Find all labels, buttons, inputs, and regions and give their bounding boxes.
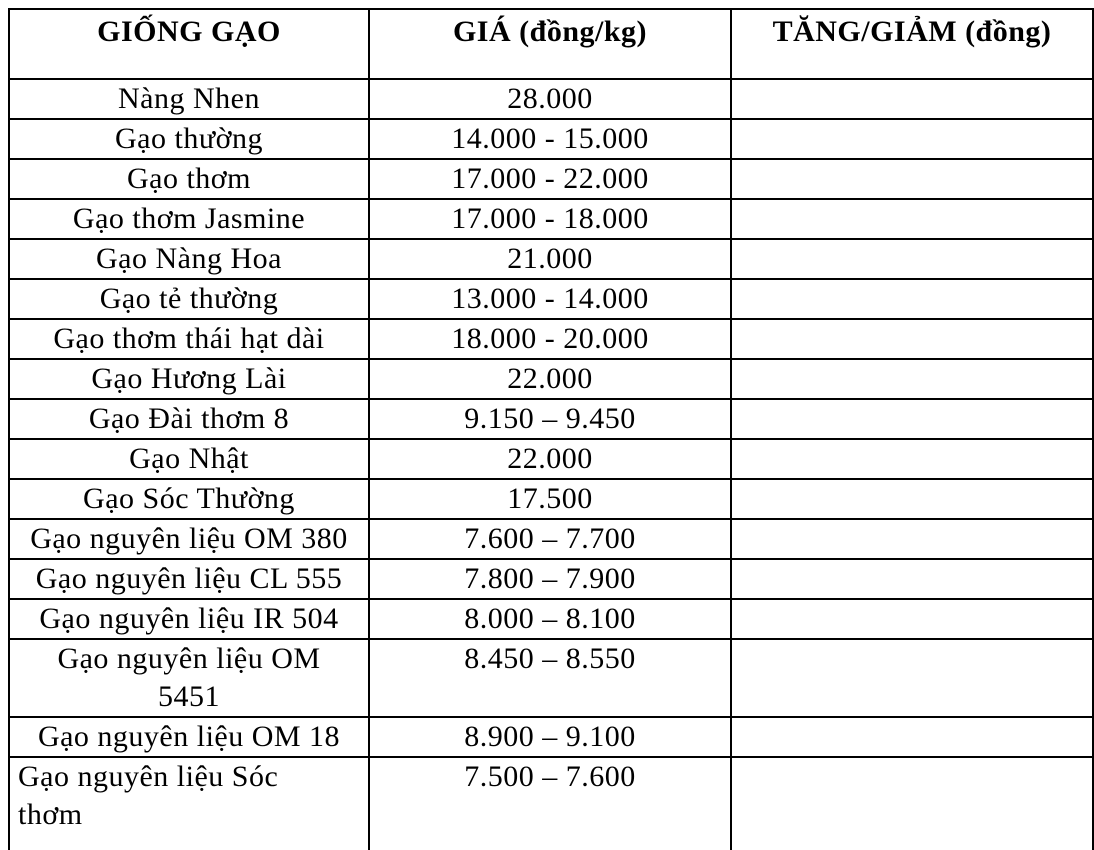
- rice-variety-cell: Gạo Sóc Thường: [9, 479, 369, 519]
- change-cell: [731, 239, 1093, 279]
- table-row: [9, 199, 1093, 239]
- rice-variety-cell: Gạo nguyên liệu Sóc thơm: [9, 757, 369, 850]
- price-cell: 7.800 – 7.900: [369, 559, 731, 599]
- change-cell: [731, 639, 1093, 717]
- price-cell: 8.000 – 8.100: [369, 599, 731, 639]
- change-cell: [731, 599, 1093, 639]
- rice-variety-cell: Gạo thường: [9, 119, 369, 159]
- change-cell: [731, 199, 1093, 239]
- change-cell: [731, 79, 1093, 119]
- table-row: [9, 119, 1093, 159]
- table-row: [9, 439, 1093, 479]
- table-row: [9, 519, 1093, 559]
- change-cell: [731, 717, 1093, 757]
- change-cell: [731, 479, 1093, 519]
- rice-variety-cell: Gạo nguyên liệu IR 504: [9, 599, 369, 639]
- price-cell: 17.000 - 22.000: [369, 159, 731, 199]
- table-row: [9, 399, 1093, 439]
- change-cell: [731, 159, 1093, 199]
- price-cell: 8.900 – 9.100: [369, 717, 731, 757]
- price-cell: 21.000: [369, 239, 731, 279]
- rice-variety-cell: Gạo Nhật: [9, 439, 369, 479]
- column-header-variety: GIỐNG GẠO: [9, 9, 369, 79]
- rice-variety-cell: Gạo tẻ thường: [9, 279, 369, 319]
- table-row: [9, 717, 1093, 757]
- rice-variety-cell: Gạo nguyên liệu OM 18: [9, 717, 369, 757]
- table-row: [9, 239, 1093, 279]
- rice-variety-cell: Gạo nguyên liệu OM 380: [9, 519, 369, 559]
- column-header-change: TĂNG/GIẢM (đồng): [731, 9, 1093, 79]
- price-cell: 9.150 – 9.450: [369, 399, 731, 439]
- table-row: [9, 639, 1093, 717]
- table-header: [9, 9, 1093, 79]
- price-cell: 28.000: [369, 79, 731, 119]
- rice-price-table: [8, 8, 1094, 850]
- price-cell: 8.450 – 8.550: [369, 639, 731, 717]
- change-cell: [731, 319, 1093, 359]
- price-cell: 17.500: [369, 479, 731, 519]
- price-cell: 7.500 – 7.600: [369, 757, 731, 850]
- table-row: [9, 279, 1093, 319]
- change-cell: [731, 399, 1093, 439]
- change-cell: [731, 519, 1093, 559]
- price-cell: 17.000 - 18.000: [369, 199, 731, 239]
- table-row: [9, 757, 1093, 850]
- table-row: [9, 159, 1093, 199]
- table-row: [9, 79, 1093, 119]
- change-cell: [731, 559, 1093, 599]
- rice-variety-cell: Gạo nguyên liệu CL 555: [9, 559, 369, 599]
- table-row: [9, 479, 1093, 519]
- change-cell: [731, 439, 1093, 479]
- change-cell: [731, 757, 1093, 850]
- table-row: [9, 599, 1093, 639]
- change-cell: [731, 279, 1093, 319]
- price-cell: 13.000 - 14.000: [369, 279, 731, 319]
- rice-variety-cell: Gạo Hương Lài: [9, 359, 369, 399]
- rice-variety-cell: Gạo thơm thái hạt dài: [9, 319, 369, 359]
- rice-variety-cell: Gạo thơm: [9, 159, 369, 199]
- change-cell: [731, 119, 1093, 159]
- table-body: [9, 79, 1093, 850]
- column-header-price: GIÁ (đồng/kg): [369, 9, 731, 79]
- table-row: [9, 319, 1093, 359]
- table-row: [9, 559, 1093, 599]
- rice-variety-cell: Gạo Đài thơm 8: [9, 399, 369, 439]
- table-row: [9, 359, 1093, 399]
- price-cell: 22.000: [369, 439, 731, 479]
- header-row: [9, 9, 1093, 79]
- price-cell: 7.600 – 7.700: [369, 519, 731, 559]
- price-cell: 18.000 - 20.000: [369, 319, 731, 359]
- rice-variety-cell: Gạo nguyên liệu OM 5451: [9, 639, 369, 717]
- rice-variety-cell: Gạo thơm Jasmine: [9, 199, 369, 239]
- change-cell: [731, 359, 1093, 399]
- rice-variety-cell: Gạo Nàng Hoa: [9, 239, 369, 279]
- rice-variety-cell: Nàng Nhen: [9, 79, 369, 119]
- price-cell: 22.000: [369, 359, 731, 399]
- price-cell: 14.000 - 15.000: [369, 119, 731, 159]
